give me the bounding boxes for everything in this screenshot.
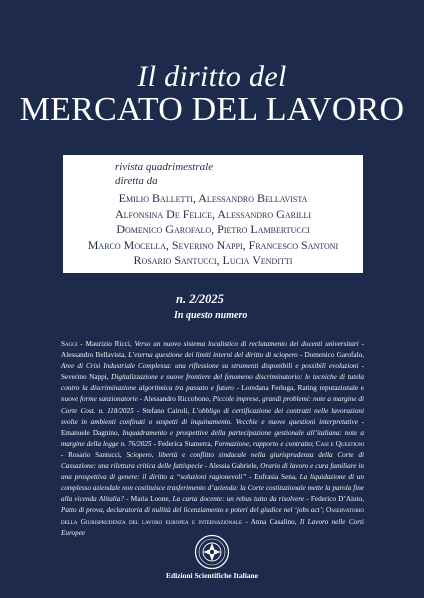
journal-title-line2: MERCATO DEL LAVORO	[19, 91, 405, 128]
contents-author: - Rosario Santucci,	[61, 450, 127, 459]
editor-line: Marco Mocella, Severino Nappi, Francesco Santoni	[87, 237, 339, 252]
contents-article-title: La carta docente: un rebus tutto da risolvere	[172, 495, 305, 504]
contents-article-title: Digitalizzazione e nuove frontiere del fenomeno discriminatorio: le tecniche di tutela contro la discriminazione algoritmica tra passato e futuro	[61, 373, 364, 393]
contents-author: ;	[322, 506, 327, 515]
contents-author: - Emanuele Dagnino,	[61, 417, 364, 437]
contents-author: - Domenico Garofalo,	[297, 351, 364, 360]
issue-number: n. 2/2025	[176, 292, 224, 306]
in-this-issue-label: In questo numero	[174, 310, 248, 321]
contents-article-title: Inquadramento e prospettive della partecipazione gestionale all’italiana: note a margine della legge n. 76/2025	[61, 428, 364, 448]
contents-author: - Loredana Ferluga, Rating reputazionale e	[233, 384, 364, 393]
contents-article-title: Piccole imprese, grandi problemi: note a margine di Corte Cost. n. 118/2025	[61, 395, 364, 415]
contents-article-title: Patto di prova, declaratoria di nullità del licenziamento e poteri del giudice nel ‘jobs act’	[61, 506, 323, 515]
publisher-seal-icon	[194, 534, 230, 570]
contents-section-heading: Osservatorio della Giurisprudenza del lavoro europea e internazionale	[61, 506, 364, 526]
directed-by-label: diretta da	[115, 175, 158, 187]
contents-author: - Alessia Gabriele,	[202, 462, 261, 471]
contents-article-title: Sciopero, libertà e conflitto sindacale nella giurisprudenza della Corte di Cassazione: una rilettura critica delle fattispecie	[61, 450, 364, 471]
periodicity-label: rivista quadrimestrale	[115, 161, 214, 173]
contents-article-title: Formazione, rapporto e contratto	[214, 439, 312, 448]
contents-article-title: L’eterna questione dei limiti interni del diritto di sciopero	[128, 351, 298, 360]
contents-author: - Alessandro Riccobono,	[137, 395, 213, 404]
journal-title-line1: Il diritto del	[137, 60, 287, 93]
contents-article-title: Orario di lavoro e cura familiare in una prospettiva di genere: il diritto a “soluzioni ragionevoli”	[61, 462, 364, 482]
contents-article-title: Aree di Crisi Industriale Complessa: una riflessione su strumenti disponibili e possibili evoluzioni	[61, 362, 359, 371]
contents-article-title: nuove forme sanzionatorie	[61, 395, 138, 404]
contents-author: ;	[311, 439, 316, 448]
contents-author: - Maria Loone,	[123, 495, 173, 504]
contents-article-title: Il Lavoro nelle Corti Europee	[61, 517, 364, 537]
contents-author: - Anna Casalino,	[242, 517, 300, 526]
publisher-name: Edizioni Scientifiche Italiane	[165, 571, 259, 580]
contents-author: - Alessandro Bellavista,	[61, 340, 364, 360]
contents-author: - Severino Nappi,	[61, 362, 364, 382]
contents-article-title: Verso un nuovo sistema localistico di reclutamento dei docenti universitari	[134, 340, 359, 348]
contents-author: - Federico D’Aiuto,	[304, 495, 365, 504]
contents-article-title: La liquidazione di un complesso aziendale non costituisce trasferimento d’azienda: la Corte costituzionale mette la parola fine alla vicenda Alitalia?	[61, 473, 364, 504]
contents-article-title: L’obbligo di certificazione dei contratti nelle lavorazioni svolte in ambienti confinati o sospetti di inquinamento. Vecchie e nuove questioni interpretative	[61, 406, 364, 426]
contents-author: - Eufrasia Sena,	[246, 473, 300, 482]
contents-section-heading: Casi e Questioni	[315, 439, 365, 448]
contents-section-heading: Saggi	[61, 340, 78, 348]
editor-line: Domenico Garofalo, Pietro Lambertucci	[116, 222, 310, 236]
contents-author: - Federica Stamerra,	[151, 439, 215, 448]
table-of-contents	[61, 339, 364, 539]
contents-author: - Stefano Cairoli,	[133, 406, 193, 415]
contents-author: - Maurizio Ricci,	[77, 340, 135, 348]
editor-line: Rosario Santucci, Lucia Venditti	[133, 253, 293, 267]
editor-line: Emilio Balletti, Alessandro Bellavista	[118, 191, 308, 205]
editors-box	[63, 155, 363, 273]
editor-line: Alfonsina De Felice, Alessandro Garilli	[114, 206, 312, 221]
